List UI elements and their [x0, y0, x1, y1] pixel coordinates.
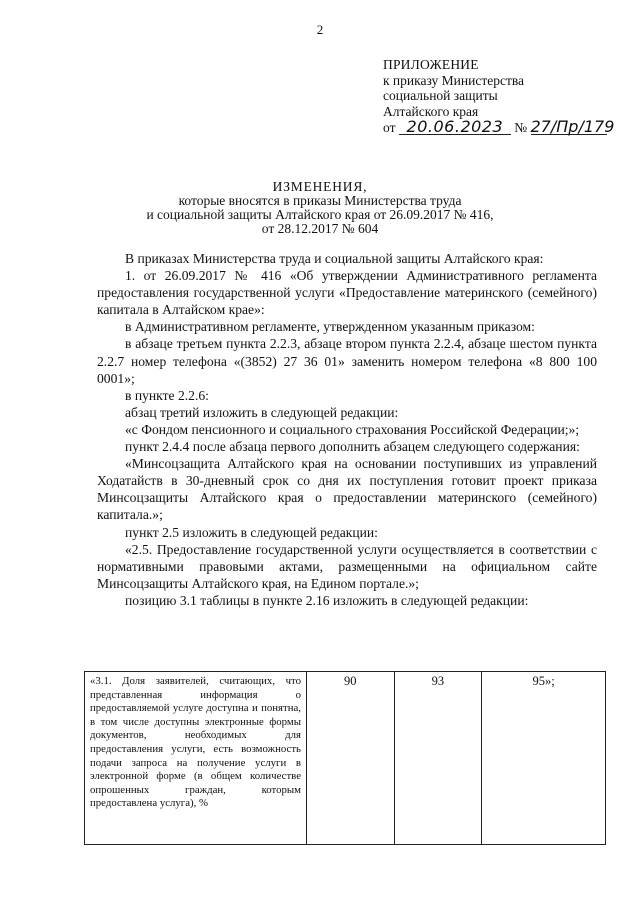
- paragraph: «Минсоцзащита Алтайского края на основании поступивших из управлений Ходатайств в 30-дневный срок со дня их поступления готовит проект приказа Минсоцзащиты Алтайского края о предоставлении материнского (семейного) капитала.»;: [97, 456, 597, 523]
- table-cell-value: 90: [307, 672, 395, 845]
- paragraph: в абзаце третьем пункта 2.2.3, абзаце втором пункта 2.2.4, абзаце шестом пункта 2.2.7 номер телефона «(3852) 27 36 01» заменить номером телефона «8 800 100 0001»;: [97, 336, 597, 386]
- paragraph: абзац третий изложить в следующей редакции:: [125, 404, 399, 420]
- document-subtitle: и социальной защиты Алтайского края от 26.09.2017 № 416,: [146, 207, 494, 222]
- paragraph: пункт 2.4.4 после абзаца первого дополнить абзацем следующего содержания:: [125, 439, 580, 455]
- paragraph: в пункте 2.2.6:: [125, 387, 209, 403]
- appendix-line: социальной защиты: [383, 88, 498, 103]
- number-label: №: [514, 120, 528, 135]
- paragraph: «2.5. Предоставление государственной услуги осуществляется в соответствии с нормативными правовыми актами, размещенными на официальном сайте Минсоцзащиты Алтайского края, на Едином портале.»;: [97, 541, 597, 591]
- paragraph: в Административном регламенте, утвержденном указанным приказом:: [125, 319, 535, 335]
- appendix-date-line: [383, 117, 615, 136]
- document-subtitle: от 28.12.2017 № 604: [261, 221, 379, 236]
- handwritten-date: 20.06.2023: [399, 119, 511, 135]
- appendix-block: [383, 57, 615, 136]
- paragraph: позицию 3.1 таблицы в пункте 2.16 изложить в следующей редакции:: [125, 592, 529, 608]
- table-cell-value: 93: [394, 672, 482, 845]
- paragraph: пункт 2.5 изложить в следующей редакции:: [125, 524, 378, 540]
- document-title: ИЗМЕНЕНИЯ,: [272, 179, 368, 194]
- table-cell-value: 95»;: [482, 672, 606, 845]
- from-label: от: [383, 120, 396, 135]
- page-number: 2: [316, 22, 324, 37]
- paragraph: 1. от 26.09.2017 № 416 «Об утверждении Административного регламента предоставления государственной услуги «Предоставление материнского (семейного) капитала в Алтайском крае»:: [97, 268, 597, 318]
- paragraph: В приказах Министерства труда и социальной защиты Алтайского края:: [125, 251, 544, 266]
- document-subtitle: которые вносятся в приказы Министерства труда: [178, 193, 462, 208]
- document-body: [97, 250, 597, 609]
- paragraph: «с Фондом пенсионного и социального страхования Российской Федерации;»;: [125, 421, 580, 437]
- table-row: [85, 672, 606, 845]
- appendix-line: к приказу Министерства: [383, 72, 525, 88]
- handwritten-number: 27/Пр/179: [530, 117, 615, 136]
- appendix-title: ПРИЛОЖЕНИЕ: [383, 57, 479, 72]
- table-cell-description: «3.1. Доля заявителей, считающих, что представленная информация о предоставляемой услуге доступна и понятна, в том числе доступны электронные формы документов, необходимых для предоставления услуги, есть возможность подачи запроса на получение услуги в электронной форме (в общем количестве опрошенных граждан, которым предоставлена услуга), %: [85, 672, 307, 845]
- indicator-table: [84, 671, 606, 845]
- appendix-line: Алтайского края: [383, 103, 479, 119]
